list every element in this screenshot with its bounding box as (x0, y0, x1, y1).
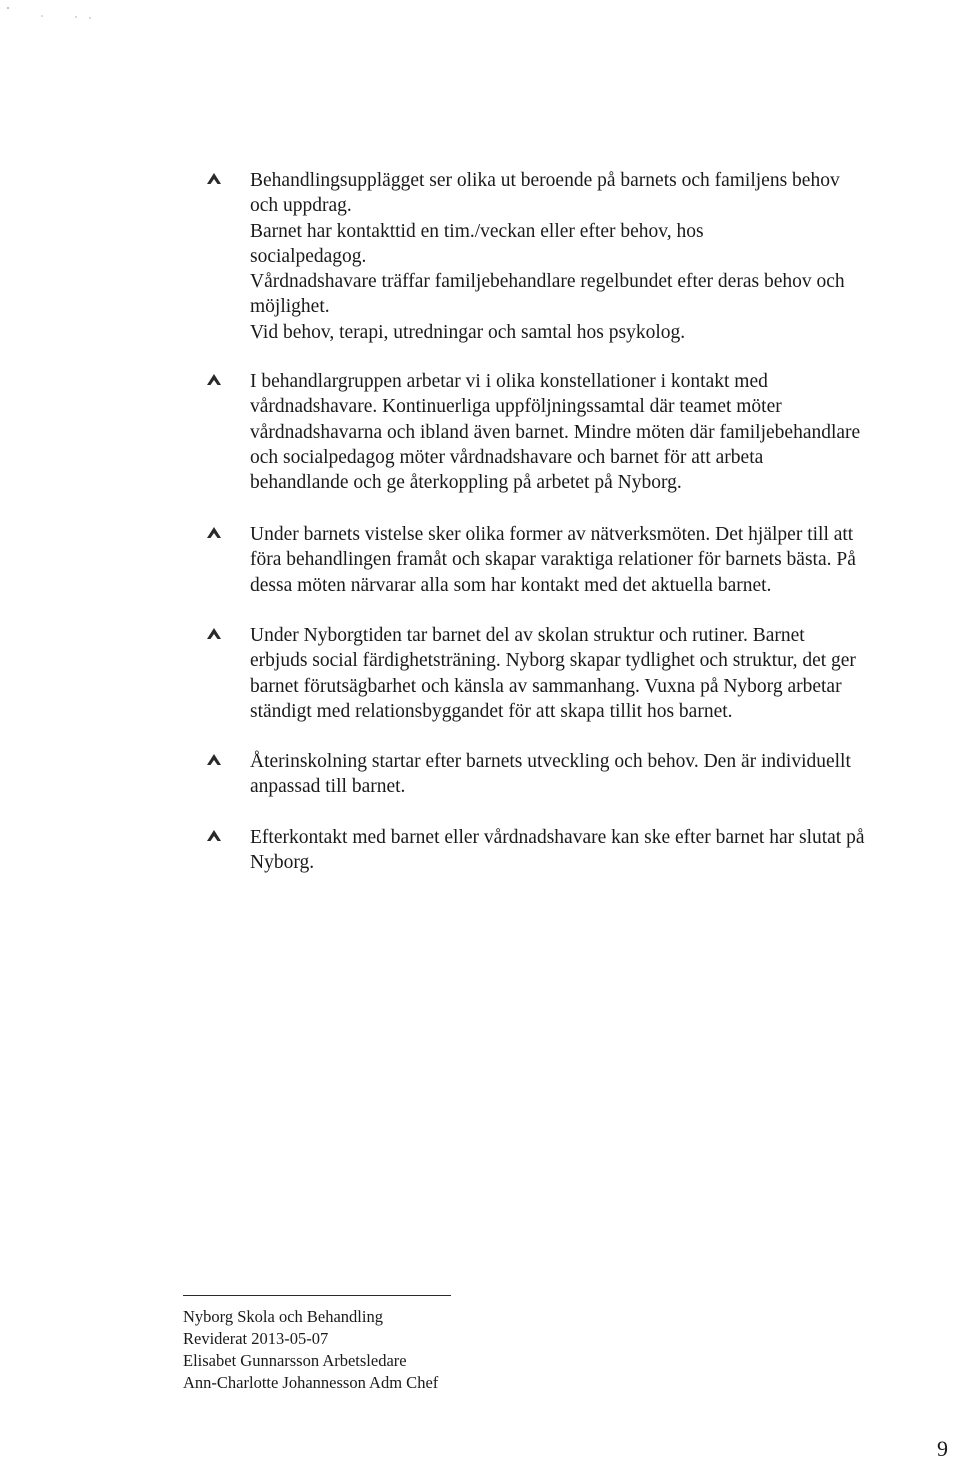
bullet-line: Vårdnadshavare träffar familjebehandlare regelbundet efter deras behov och (250, 271, 845, 293)
triangle-bullet-icon (205, 369, 235, 395)
bullet-line: Barnet har kontakttid en tim./veckan eller efter behov, hos (250, 220, 704, 242)
bullet-line: Behandlingsupplägget ser olika ut beroende på barnets och familjens behov (250, 170, 840, 191)
footer-revision-date: Reviderat 2013-05-07 (183, 1329, 329, 1348)
bullet-line: föra behandlingen framåt och skapar varaktiga relationer för barnets bästa. På (250, 549, 856, 571)
triangle-bullet-icon (205, 168, 235, 194)
footer-divider (183, 1295, 451, 1296)
footer (183, 1306, 438, 1394)
triangle-bullet-icon (205, 522, 235, 548)
bullet-line: anpassad till barnet. (250, 776, 406, 798)
triangle-bullet-icon (205, 749, 235, 775)
bullet-line: dessa möten närvarar alla som har kontakt med det aktuella barnet. (250, 574, 772, 596)
bullet-line: Under Nyborgtiden tar barnet del av skolan struktur och rutiner. Barnet (250, 625, 805, 646)
bullet-line: Nyborg. (250, 852, 315, 874)
bullet-line: Återinskolning startar efter barnets utveckling och behov. Den är individuellt (250, 751, 851, 772)
bullet-line: vårdnadshavarna och ibland även barnet. Mindre möten där familjebehandlare (250, 421, 861, 443)
bullet-line: socialpedagog. (250, 245, 367, 267)
bullet-line: vårdnadshavare. Kontinuerliga uppföljningssamtal där teamet möter (250, 396, 782, 418)
footer-author: Elisabet Gunnarsson Arbetsledare (183, 1351, 407, 1370)
footer-approver: Ann-Charlotte Johannesson Adm Chef (183, 1373, 439, 1392)
bullet-line: I behandlargruppen arbetar vi i olika konstellationer i kontakt med (250, 371, 768, 392)
triangle-bullet-icon (205, 623, 235, 649)
scan-artifact-marks (2, 2, 97, 20)
bullet-line: behandlande och ge återkoppling på arbetet på Nyborg. (250, 472, 682, 494)
bullet-line: ständigt med relationsbyggandet för att skapa tillit hos barnet. (250, 700, 733, 722)
footer-organization: Nyborg Skola och Behandling (183, 1307, 383, 1326)
bullet-line: Vid behov, terapi, utredningar och samtal hos psykolog. (250, 321, 686, 343)
bullet-line: och uppdrag. (250, 195, 352, 217)
bullet-line: barnet förutsägbarhet och känsla av sammanhang. Vuxna på Nyborg arbetar (250, 675, 842, 697)
bullet-line: och socialpedagog möter vårdnadshavare och barnet för att arbeta (250, 446, 764, 468)
bullet-line: möjlighet. (250, 296, 330, 318)
bullet-line: Under barnets vistelse sker olika former av nätverksmöten. Det hjälper till att (250, 524, 854, 545)
page-number: 9 (937, 1436, 948, 1461)
bullet-line: erbjuds social färdighetsträning. Nyborg skapar tydlighet och struktur, det ger (250, 650, 856, 672)
triangle-bullet-icon (205, 825, 235, 851)
bullet-line: Efterkontakt med barnet eller vårdnadshavare kan ske efter barnet har slutat på (250, 827, 865, 848)
